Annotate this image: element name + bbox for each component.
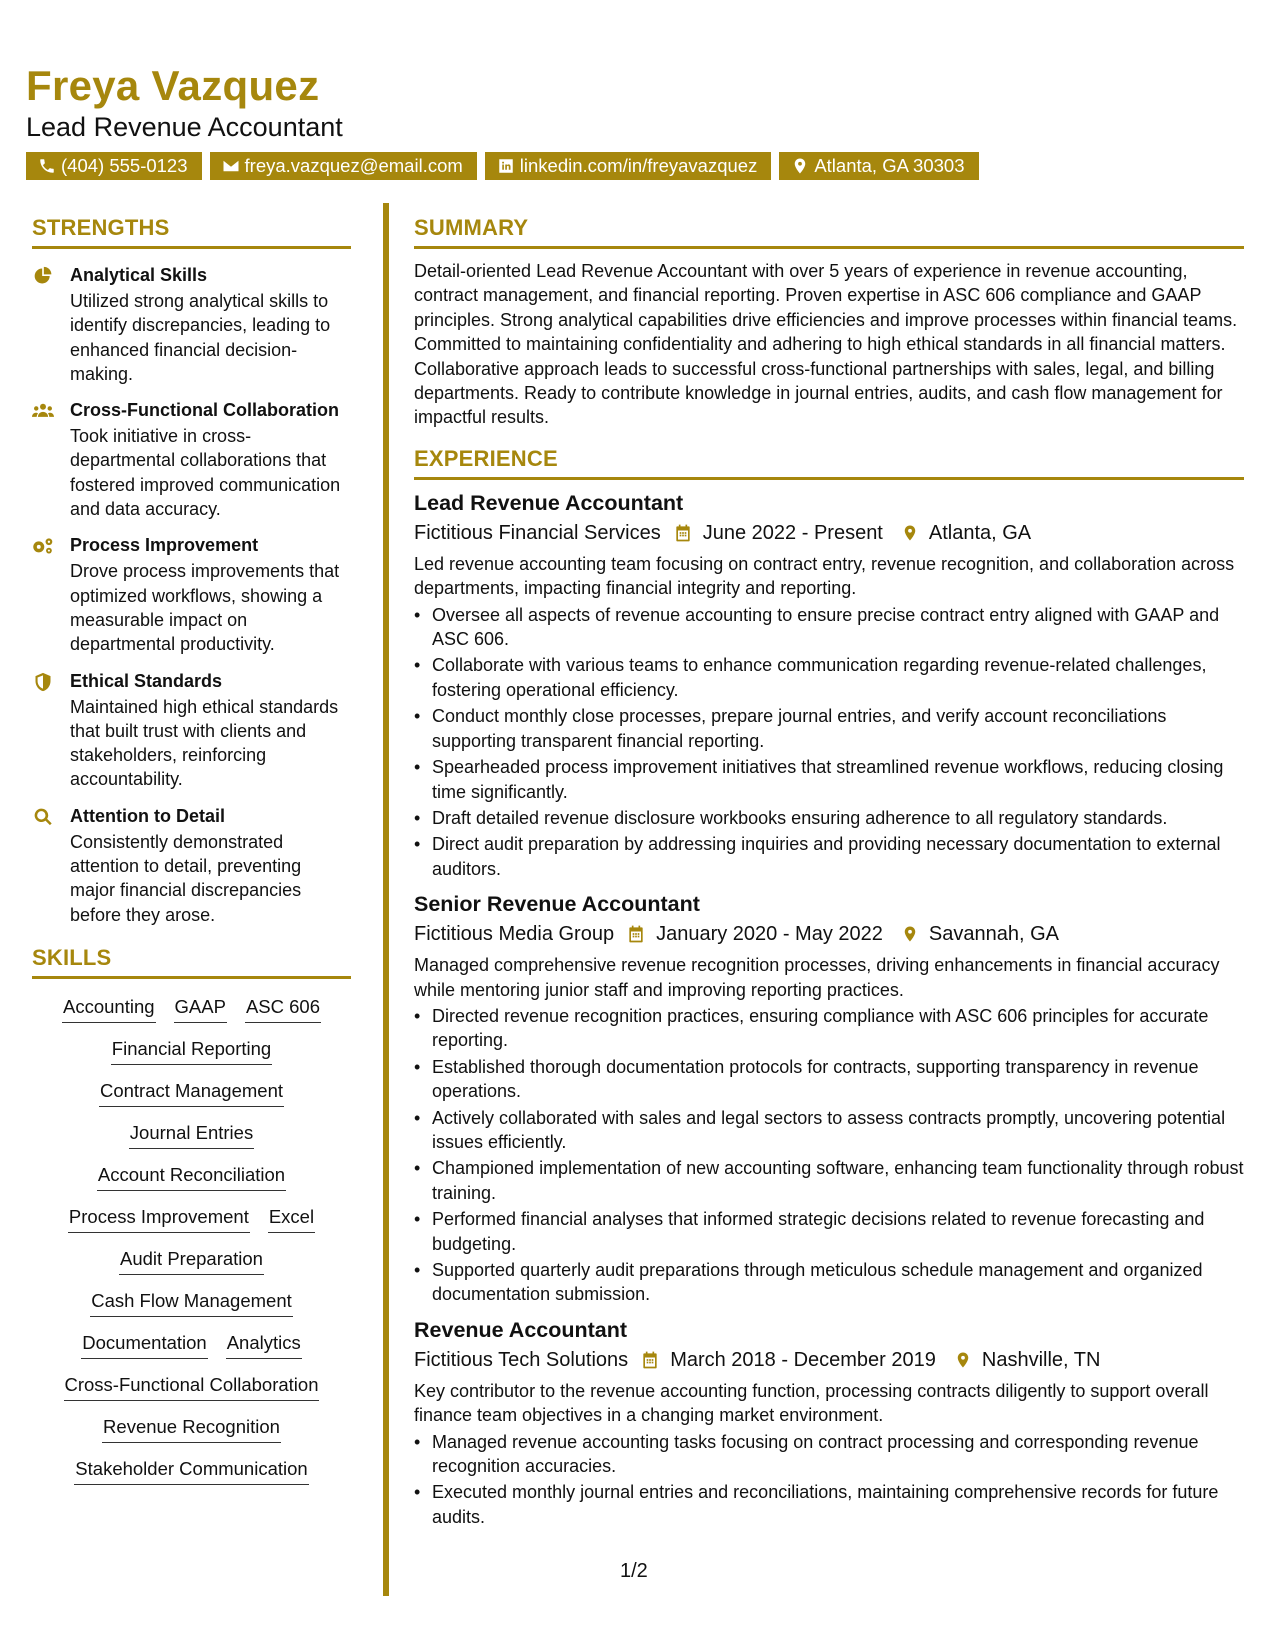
contact-bar — [26, 152, 979, 180]
skill-row — [68, 1205, 315, 1233]
skill-row — [81, 1331, 301, 1359]
skill-row — [102, 1415, 281, 1443]
pie-chart-icon — [32, 266, 54, 286]
job-bullets — [414, 1430, 1244, 1530]
company-name: Fictitious Financial Services — [414, 521, 661, 544]
skill-row — [97, 1163, 286, 1191]
left-column — [32, 215, 351, 1485]
bullet-item: • Executed monthly journal entries and reconciliations, maintaining comprehensive records for future audits. — [414, 1480, 1244, 1529]
bullet-item: • Oversee all aspects of revenue accounting to ensure precise contract entry aligned with GAAP and ASC 606. — [414, 603, 1244, 652]
skill-tag: Analytics — [226, 1331, 302, 1359]
job-description: Key contributor to the revenue accounting function, processing contracts diligently to support overall finance team objectives in a changing market environment. — [414, 1380, 1209, 1426]
job-location: Savannah, GA — [928, 923, 1059, 946]
bullet-item: • Managed revenue accounting tasks focusing on contract processing and corresponding revenue recognition accuracies. — [414, 1430, 1244, 1479]
phone-icon — [38, 157, 56, 175]
skills-list — [32, 995, 351, 1485]
job-bullets — [414, 603, 1244, 881]
job-description: Managed comprehensive revenue recognition processes, driving enhancements in financial accuracy while mentoring junior staff and improving reporting practices. — [414, 955, 1220, 1000]
contact-phone — [26, 152, 202, 180]
job-dates: June 2022 - Present — [702, 521, 883, 544]
skill-tag: Process Improvement — [68, 1205, 250, 1233]
strength-title: Cross-Functional Collaboration — [70, 400, 340, 421]
email-text[interactable]: freya.vazquez@email.com — [244, 155, 463, 176]
skill-row — [99, 1079, 284, 1107]
job-title: Lead Revenue Accountant — [26, 112, 343, 142]
strength-title: Analytical Skills — [70, 265, 208, 285]
location-text: Atlanta, GA 30303 — [814, 155, 965, 176]
skill-tag: Accounting — [62, 995, 156, 1023]
bullet-item: • Draft detailed revenue disclosure workbooks ensuring adherence to all regulatory standards. — [414, 806, 1244, 830]
map-pin-icon — [901, 523, 919, 543]
bullet-item: • Performed financial analyses that informed strategic decisions related to revenue forecasting and budgeting. — [414, 1207, 1244, 1256]
strength-title: Process Improvement — [70, 535, 259, 556]
bullet-item: • Direct audit preparation by addressing inquiries and providing necessary documentation to external auditors. — [414, 832, 1244, 881]
skill-tag: ASC 606 — [245, 995, 321, 1023]
strength-desc: Maintained high ethical standards that built trust with clients and stakeholders, reinforcing accountability. — [70, 696, 339, 790]
skill-row — [74, 1457, 308, 1485]
strengths-list — [32, 263, 351, 927]
skill-tag: Cash Flow Management — [90, 1289, 293, 1317]
page-number: 1/2 — [620, 1560, 648, 1582]
company-name: Fictitious Tech Solutions — [414, 1348, 629, 1371]
envelope-icon — [222, 157, 240, 175]
contact-email[interactable] — [210, 152, 477, 180]
strength-desc: Utilized strong analytical skills to identify discrepancies, leading to enhanced financial decision-making. — [70, 291, 331, 384]
strength-desc: Drove process improvements that optimized workflows, showing a measurable impact on departmental productivity. — [70, 561, 340, 655]
gears-icon — [32, 536, 54, 556]
skill-tag: Journal Entries — [129, 1121, 254, 1149]
job-dates: March 2018 - December 2019 — [670, 1348, 936, 1371]
job-title: Senior Revenue Accountant — [414, 892, 700, 917]
job-entry — [414, 488, 1244, 881]
strength-title: Attention to Detail — [70, 805, 225, 826]
linkedin-text[interactable]: linkedin.com/in/freyavazquez — [519, 155, 758, 176]
job-entry — [414, 889, 1244, 1307]
column-divider — [383, 203, 389, 1596]
skill-tag: GAAP — [174, 995, 227, 1023]
users-icon — [32, 401, 54, 421]
bullet-item: • Supported quarterly audit preparations through meticulous schedule management and organized documentation submission. — [414, 1258, 1244, 1307]
job-dates: January 2020 - May 2022 — [656, 923, 883, 946]
skill-row — [119, 1247, 264, 1275]
calendar-icon — [673, 523, 693, 543]
calendar-icon — [640, 1350, 660, 1370]
job-location: Atlanta, GA — [928, 521, 1032, 544]
candidate-name: Freya Vazquez — [26, 62, 320, 109]
right-column — [414, 215, 1244, 1529]
calendar-icon — [626, 924, 646, 944]
shield-icon — [32, 672, 54, 692]
strength-title: Ethical Standards — [70, 670, 223, 691]
bullet-item: • Spearheaded process improvement initiatives that streamlined revenue workflows, reducing closing time significantly. — [414, 755, 1244, 804]
job-title: Lead Revenue Accountant — [414, 490, 684, 515]
strength-item — [32, 263, 351, 386]
contact-location — [779, 152, 978, 180]
strength-desc: Consistently demonstrated attention to detail, preventing major financial discrepancies before they arose. — [70, 831, 302, 925]
skill-tag: Stakeholder Communication — [74, 1457, 308, 1485]
skill-tag: Cross-Functional Collaboration — [64, 1373, 320, 1401]
bullet-item: • Collaborate with various teams to enhance communication regarding revenue-related challenges, fostering operational efficiency. — [414, 653, 1244, 702]
linkedin-icon — [497, 157, 515, 175]
skill-tag: Documentation — [81, 1331, 207, 1359]
strength-item — [32, 804, 351, 927]
skill-row — [62, 995, 321, 1023]
skill-row — [129, 1121, 254, 1149]
job-bullets — [414, 1004, 1244, 1307]
skill-tag: Audit Preparation — [119, 1247, 264, 1275]
skill-tag: Revenue Recognition — [102, 1415, 281, 1443]
skill-tag: Excel — [268, 1205, 315, 1233]
strengths-heading: STRENGTHS — [32, 215, 351, 249]
skill-tag: Account Reconciliation — [97, 1163, 286, 1191]
contact-linkedin[interactable] — [485, 152, 772, 180]
skills-heading: SKILLS — [32, 945, 351, 979]
skill-tag: Financial Reporting — [111, 1037, 272, 1065]
summary-text: Detail-oriented Lead Revenue Accountant with over 5 years of experience in revenue accounting, contract management, and financial reporting. Proven expertise in ASC 606 compliance and GAAP principles. Strong analytical capabilities drive efficiencies and improve processes within financial teams. Committed to maintaining confidentiality and adhering to high ethical standards in all financial matters. Collaborative approach leads to successful cross-functional partnerships with sales, legal, and billing departments. Ready to contribute knowledge in journal entries, audits, and cash flow management for impactful results. — [414, 261, 1238, 428]
skill-tag: Contract Management — [99, 1079, 284, 1107]
bullet-item: • Directed revenue recognition practices, ensuring compliance with ASC 606 principles for accurate reporting. — [414, 1004, 1244, 1053]
bullet-item: • Championed implementation of new accounting software, enhancing team functionality through robust training. — [414, 1156, 1244, 1205]
summary-heading: SUMMARY — [414, 215, 1244, 249]
skill-row — [111, 1037, 272, 1065]
job-meta — [414, 919, 1244, 949]
job-meta — [414, 1345, 1244, 1375]
strength-item — [32, 533, 351, 656]
skill-row — [64, 1373, 320, 1401]
map-pin-icon — [954, 1350, 972, 1370]
strength-item — [32, 398, 351, 521]
bullet-item: • Conduct monthly close processes, prepare journal entries, and verify account reconciliations supporting transparent financial reporting. — [414, 704, 1244, 753]
strength-desc: Took initiative in cross-departmental collaborations that fostered improved communication and data accuracy. — [70, 426, 341, 520]
job-location: Nashville, TN — [981, 1348, 1101, 1371]
job-entry — [414, 1315, 1244, 1529]
map-pin-icon — [901, 924, 919, 944]
strength-item — [32, 669, 351, 792]
experience-heading: EXPERIENCE — [414, 446, 1244, 480]
bullet-item: • Established thorough documentation protocols for contracts, supporting transparency in revenue operations. — [414, 1055, 1244, 1104]
skill-row — [90, 1289, 293, 1317]
job-meta — [414, 518, 1244, 548]
map-pin-icon — [791, 157, 809, 175]
company-name: Fictitious Media Group — [414, 923, 615, 946]
phone-text: (404) 555-0123 — [61, 155, 188, 176]
bullet-item: • Actively collaborated with sales and legal sectors to assess contracts promptly, uncovering potential issues efficiently. — [414, 1106, 1244, 1155]
job-description: Led revenue accounting team focusing on contract entry, revenue recognition, and collaboration across departments, impacting financial integrity and reporting. — [414, 553, 1235, 599]
job-title: Revenue Accountant — [414, 1317, 628, 1342]
search-icon — [32, 807, 54, 827]
